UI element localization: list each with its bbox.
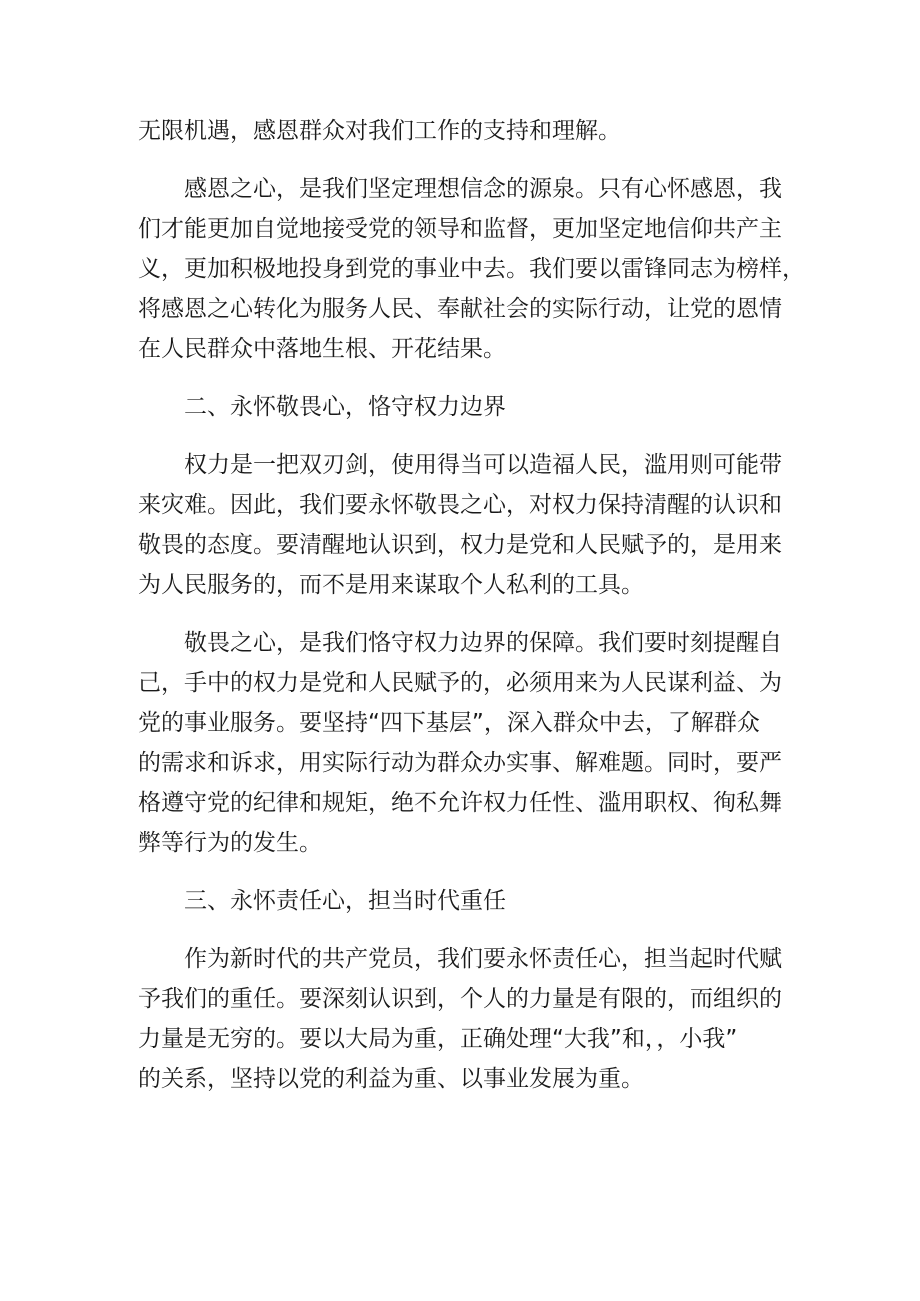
section-heading-3 [138,881,788,921]
paragraph-power [138,445,788,605]
text-line: 的需求和诉求，用实际行动为群众办实事、解难题。同时，要严 [138,750,782,776]
text-line: 将感恩之心转化为服务人民、奉献社会的实际行动，让党的恩情 [138,296,782,322]
text-line: 在人民群众中落地生根、开花结果。 [138,336,506,362]
text-line: 义，更加积极地投身到党的事业中去。我们要以雷锋同志为榜样， [138,256,805,282]
text-line: 的关系，坚持以党的利益为重、以事业发展为重。 [138,1066,644,1092]
text-line: 为人民服务的，而不是用来谋取个人私利的工具。 [138,572,644,598]
text-line: 格遵守党的纪律和规矩，绝不允许权力任性、滥用职权、徇私舞 [138,790,782,816]
paragraph-responsibility [138,939,788,1099]
section-heading-text: 二、永怀敬畏心，恪守权力边界 [184,394,506,420]
text-line: 予我们的重任。要深刻认识到，个人的力量是有限的，而组织的 [138,986,782,1012]
text-line: 弊等行为的发生。 [138,830,322,856]
text-line: 们才能更加自觉地接受党的领导和监督，更加坚定地信仰共产主 [138,216,782,242]
text-line: 力量是无穷的。要以大局为重，正确处理“大我”和，，小我” [138,1026,738,1052]
paragraph-continuation [138,111,788,151]
paragraph-gratitude [138,169,805,369]
text-line: 己，手中的权力是党和人民赋予的，必须用来为人民谋利益、为 [138,670,782,696]
text-line: 党的事业服务。要坚持“四下基层”，深入群众中去，了解群众 [138,710,760,736]
paragraph-awe [138,623,788,863]
text-line: 敬畏的态度。要清醒地认识到，权力是党和人民赋予的，是用来 [138,532,782,558]
text-line: 作为新时代的共产党员，我们要永怀责任心，担当起时代赋 [184,946,782,972]
section-heading-2 [138,387,788,427]
text-line: 感恩之心，是我们坚定理想信念的源泉。只有心怀感恩，我 [184,176,782,202]
section-heading-text: 三、永怀责任心，担当时代重任 [184,888,506,914]
text-line: 无限机遇，感恩群众对我们工作的支持和理解。 [138,118,621,144]
text-line: 权力是一把双刃剑，使用得当可以造福人民，滥用则可能带 [184,452,782,478]
document-body [138,111,805,1117]
text-line: 来灾难。因此，我们要永怀敬畏之心，对权力保持清醒的认识和 [138,492,782,518]
text-line: 敬畏之心，是我们恪守权力边界的保障。我们要时刻提醒自 [184,630,782,656]
